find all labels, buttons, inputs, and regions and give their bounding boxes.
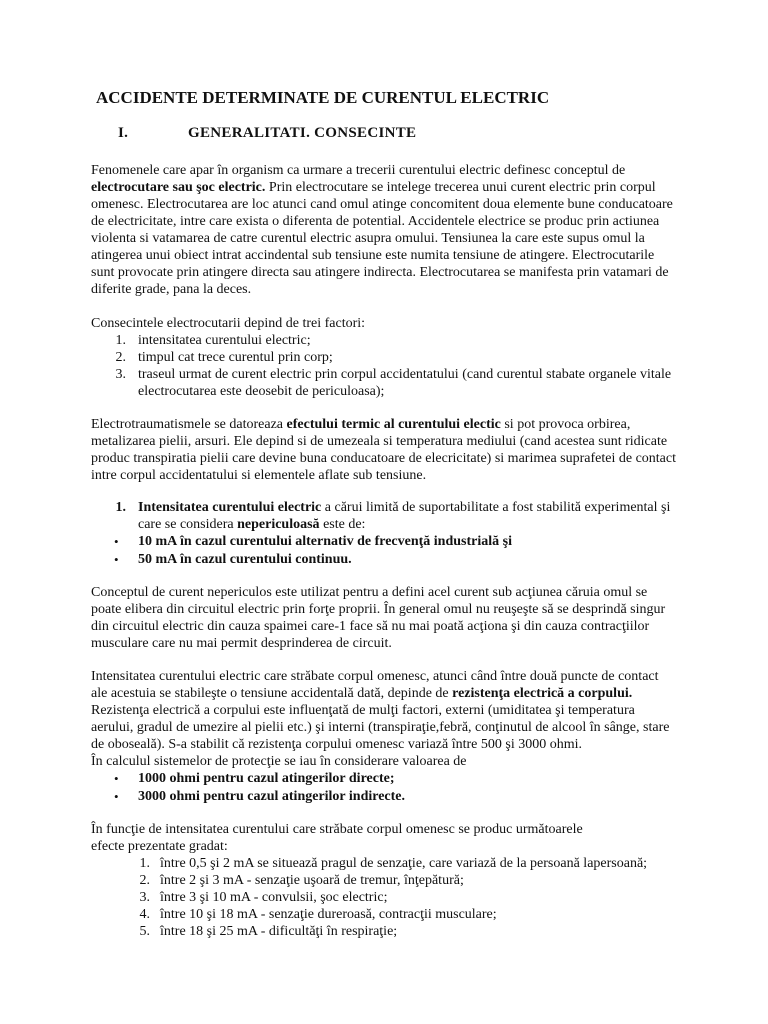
list-item: intensitatea curentului electric; (138, 333, 311, 348)
list-number: 1. (115, 500, 126, 515)
text-line: de oboseală). S-a stabilit că rezistenţa corpului omenesc variază între 500 şi 3000 ohmi. (91, 737, 583, 752)
text-line: din circuitul electric din cauza spaimei care-1 face să nu mai poată acţiona şi din cauza contracţiilor (91, 619, 650, 634)
list-item: între 0,5 şi 2 mA se situează pragul de senzaţie, care variază de la persoană lapersoană; (160, 856, 648, 871)
text-span: si pot provoca orbirea, (500, 417, 631, 432)
list-number: 1. (139, 856, 150, 871)
text-line: sunt provocate prin atingere directa sau atingere indirecta. Electrocutarea se manifesta prin vatamari de (91, 265, 669, 280)
list-number: 1. (115, 333, 126, 348)
list-number: 2. (139, 873, 150, 888)
text-line: musculare care nu mai permit desprinderea de circuit. (91, 636, 392, 651)
list-number: 2. (115, 350, 126, 365)
text-line (91, 416, 630, 433)
text-line: atingerea unui obiect intrat accindental sub tensiune este numita tensiune de atingere. Electrocutarile (91, 248, 655, 263)
text-span: Electrotraumatismele se datoreaza (91, 417, 287, 432)
list-number: 4. (139, 907, 150, 922)
text-line: poate elibera din circuitul electric prin forţe proprii. În general omul nu reuşeşte să se desprindă singur (91, 602, 666, 617)
list-item: între 10 şi 18 mA - senzaţie dureroasă, contracţii musculare; (160, 907, 497, 922)
text-span: a cărui limită de suportabilitate a fost stabilită experimental şi (321, 500, 671, 515)
list-item: traseul urmat de curent electric prin corpul accidentatului (cand curentul stabate organele vitale (138, 367, 672, 382)
text-line: Fenomenele care apar în organism ca urmare a trecerii curentului electric definesc conceptul de (91, 163, 626, 178)
text-span: este de: (319, 517, 366, 532)
text-line: de electricitate, intre care exista o diferenta de potential. Accidentele electrice se produc prin actiunea (91, 214, 660, 229)
bullet-icon: • (114, 534, 119, 549)
bullet-item: 50 mA în cazul curentului continuu. (138, 552, 352, 567)
text-line: metalizarea pielii, arsuri. Ele depind si de umezeala si temperatura mediului (cand acestea sunt ridicate (91, 434, 668, 449)
list-number: 3. (139, 890, 150, 905)
text-line: produc transpiratia pielii care devine buna conducatoare de elecricitate) si marimea suprafetei de contact (91, 451, 676, 466)
text-line (138, 516, 365, 533)
list-item: între 18 şi 25 mA - dificultăţi în respiraţie; (160, 924, 398, 939)
text-line: omenesc. Electrocutarea are loc atunci cand omul atinge concomitent doua elemente bune conducatoare (91, 197, 673, 212)
list-number: 3. (115, 367, 126, 382)
bullet-icon: • (114, 552, 119, 567)
text-line (91, 685, 632, 702)
text-span: ale acestuia se stabileşte o tensiune accidentală dată, depinde de (91, 686, 453, 701)
text-line: intre corpul accidentatului si elementele aflate sub tensiune. (91, 468, 427, 483)
bold-term: electrocutare sau şoc electric. (91, 180, 266, 195)
bold-term: nepericuloasă (237, 517, 320, 532)
text-line: Intensitatea curentului electric care străbate corpul omenesc, atunci când între două puncte de contact (91, 669, 659, 684)
text-line: diferite grade, pana la deces. (91, 282, 252, 297)
document-title: ACCIDENTE DETERMINATE DE CURENTUL ELECTRIC (96, 88, 550, 107)
bold-term: Intensitatea curentului electric (138, 500, 322, 515)
bullet-icon: • (114, 771, 119, 786)
list-number: 5. (139, 924, 150, 939)
text-line: efecte prezentate gradat: (91, 839, 228, 854)
text-line: Rezistenţa electrică a corpului este influenţată de mulţi factori, externi (umiditatea şi temperatura (91, 703, 635, 718)
bold-term: rezistenţa electrică a corpului. (452, 686, 633, 701)
text-line: În funcţie de intensitatea curentului care străbate corpul omenesc se produc următoarele (91, 822, 583, 837)
list-item-continuation: electrocutarea este deosebit de periculoasa); (138, 384, 385, 399)
section-number: I. (118, 125, 129, 141)
bullet-item: 10 mA în cazul curentului alternativ de frecvenţă industrială şi (138, 534, 512, 549)
text-span: care se considera (138, 517, 238, 532)
text-line: aerului, gradul de umezire al pielii etc.) şi interni (transpiraţie,febră, conţinutul de alcool în sânge, stare (91, 720, 670, 735)
bullet-icon: • (114, 789, 119, 804)
text-line: violenta si vatamarea de catre curentul electric asupra omului. Tensiunea la care este supus omul la (91, 231, 645, 246)
section-title: GENERALITATI. CONSECINTE (188, 125, 417, 141)
text-span: Prin electrocutare se intelege trecerea unui curent electric prin corpul (265, 180, 656, 195)
text-line: În calculul sistemelor de protecţie se iau în considerare valoarea de (91, 754, 467, 769)
text-line (91, 179, 656, 196)
text-line: Conceptul de curent nepericulos este utilizat pentru a defini acel curent sub acţiunea căruia omul se (91, 585, 648, 600)
list-item: între 3 şi 10 mA - convulsii, şoc electric; (160, 890, 388, 905)
text-line (138, 499, 670, 516)
text-line: Consecintele electrocutarii depind de trei factori: (91, 316, 366, 331)
bold-term: efectului termic al curentului electic (286, 417, 501, 432)
bullet-item: 3000 ohmi pentru cazul atingerilor indirecte. (138, 789, 406, 804)
list-item: între 2 şi 3 mA - senzaţie uşoară de tremur, înţepătură; (160, 873, 464, 888)
bullet-item: 1000 ohmi pentru cazul atingerilor directe; (138, 771, 395, 786)
list-item: timpul cat trece curentul prin corp; (138, 350, 333, 365)
